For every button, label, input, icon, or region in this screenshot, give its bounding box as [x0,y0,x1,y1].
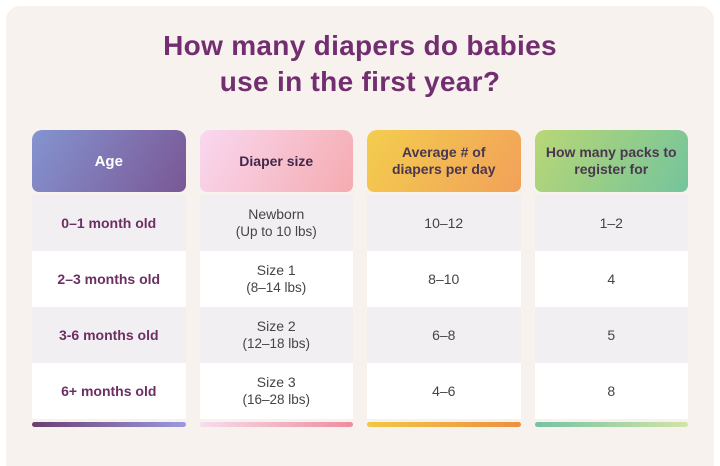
cell-age-row4: 6+ months old [32,363,186,419]
diaper-usage-table [32,130,688,427]
infographic-card [6,6,714,466]
diaper-size-name: Size 2 [256,318,296,334]
column-age [32,130,186,427]
diaper-size-weight: (12–18 lbs) [242,336,311,351]
diaper-size-weight: (8–14 lbs) [246,280,307,295]
packs-accent-bar [535,422,689,427]
age-accent-bar [32,422,186,427]
cell-perday-row4: 4–6 [367,363,521,419]
column-header-diapers-per-day: Average # of diapers per day [367,130,521,192]
cell-age-row3: 3-6 months old [32,307,186,363]
column-header-diaper-size: Diaper size [200,130,354,192]
cell-perday-row1: 10–12 [367,195,521,251]
diaper-size-accent-bar [200,422,354,427]
page-title [6,28,714,100]
cell-age-row1: 0–1 month old [32,195,186,251]
diaper-size-name: Newborn [248,206,305,222]
cell-age-row2: 2–3 months old [32,251,186,307]
cell-size-row4 [200,363,354,419]
diapers-per-day-accent-bar [367,422,521,427]
cell-size-row3 [200,307,354,363]
column-header-packs-to-register: How many packs to register for [535,130,689,192]
column-header-age: Age [32,130,186,192]
column-diapers-per-day [367,130,521,427]
column-diaper-size [200,130,354,427]
diaper-size-name: Size 3 [256,374,296,390]
cell-packs-row1: 1–2 [535,195,689,251]
column-packs-to-register [535,130,689,427]
cell-size-row1 [200,195,354,251]
cell-packs-row4: 8 [535,363,689,419]
cell-perday-row2: 8–10 [367,251,521,307]
cell-perday-row3: 6–8 [367,307,521,363]
diaper-size-weight: (Up to 10 lbs) [235,224,317,239]
page-title-line2: use in the first year? [219,66,501,97]
cell-packs-row2: 4 [535,251,689,307]
cell-packs-row3: 5 [535,307,689,363]
diaper-size-name: Size 1 [256,262,296,278]
page-title-line1: How many diapers do babies [163,30,557,61]
cell-size-row2 [200,251,354,307]
diaper-size-weight: (16–28 lbs) [242,392,311,407]
